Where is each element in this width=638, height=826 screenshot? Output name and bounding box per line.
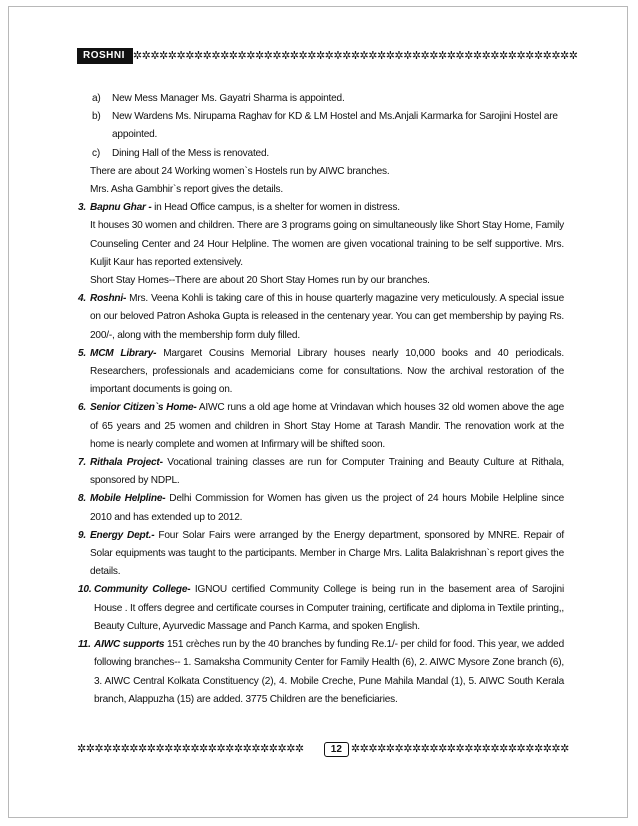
page-content	[78, 90, 564, 709]
item-text: Four Solar Fairs were arranged by the Energy department, sponsored by MNRE. Repair of Solar equipments was taught to the participants. Member in Charge Mrs. Lalita Balakrishnan`s report gives the details.	[90, 529, 564, 578]
running-header	[77, 48, 587, 64]
sub-item-text: New Mess Manager Ms. Gayatri Sharma is appointed.	[112, 93, 345, 104]
sub-item-label: c)	[92, 147, 101, 159]
item-text: Margaret Cousins Memorial Library houses nearly 10,000 books and 40 periodicals. Researchers, professionals and academicians come for consultations. Now the archival restoration of the important documents is going on.	[90, 347, 564, 396]
list-item-3	[78, 199, 564, 217]
page-footer	[77, 741, 587, 757]
page-number: 12	[324, 742, 349, 757]
item-number: 7.	[78, 457, 87, 469]
paragraph-hostels: There are about 24 Working women`s Hostels run by AIWC branches.	[90, 165, 390, 177]
sub-item-label: a)	[92, 93, 101, 104]
item-number: 8.	[78, 493, 87, 505]
list-item-10	[78, 581, 564, 636]
sub-item-text: Dining Hall of the Mess is renovated.	[112, 147, 269, 159]
list-item-4	[78, 290, 564, 345]
list-item-5	[78, 345, 564, 400]
item-text: IGNOU certified Community College is being run in the basement area of Sarojini House . It offers degree and certificate courses in Computer training, certificate and diploma in Textile printing,, Beauty Culture, Ayurvedic Massage and Panch Karma, and spoken English.	[94, 584, 564, 632]
item-text: AIWC runs a old age home at Vrindavan which houses 32 old women above the age of 65 years and 25 women and children in Short Stay Home at Tarash Mandir. The renovation work at the home is nearly complete and women at Infirmary will be shifted soon.	[90, 402, 564, 450]
sub-item-a	[92, 90, 564, 108]
item-heading: AIWC supports	[94, 639, 165, 651]
item-body	[90, 345, 564, 400]
sub-item-b	[92, 108, 564, 144]
item-text: 151 crèches run by the 40 branches by funding Re.1/- per child for food. This year, we added following branches-- 1. Samaksha Community Center for Family Health (6), 2. AIWC Mysore Zone branch (6), 3. AIWC Central Kolkata Constituency (2), 4. Mobile Creche, Pune Mahila Mandal (1), 5. AIWC South Kerala branch, Alappuzha (15) are added. 3775 Children are the beneficiaries.	[94, 639, 564, 705]
item-heading: MCM Library-	[90, 347, 157, 359]
item-heading: Senior Citizen`s Home-	[90, 402, 197, 414]
item-body	[90, 490, 564, 526]
sub-item-c	[92, 145, 564, 163]
item-heading: Community College-	[94, 584, 191, 596]
footer-ornament-right: ✲✲✲✲✲✲✲✲✲✲✲✲✲✲✲✲✲✲✲✲✲✲✲✲✲	[350, 742, 569, 755]
footer-ornament-left: ✲✲✲✲✲✲✲✲✲✲✲✲✲✲✲✲✲✲✲✲✲✲✲✲✲✲	[77, 742, 304, 755]
item-body	[94, 636, 564, 709]
item-number: 9.	[78, 529, 87, 541]
list-item-6	[78, 399, 564, 454]
item-heading: Rithala Project-	[90, 457, 163, 469]
paragraph-short-stay: Short Stay Homes--There are about 20 Short Stay Homes run by our branches.	[90, 275, 430, 287]
list-item-9	[78, 527, 564, 582]
list-item-7	[78, 454, 564, 490]
item-number: 10.	[78, 584, 92, 596]
list-item-11	[78, 636, 564, 709]
item-body	[90, 454, 564, 490]
item-heading: Energy Dept.-	[90, 529, 155, 541]
item-text: in Head Office campus, is a shelter for women in distress.	[151, 202, 400, 214]
item-number: 3.	[78, 202, 87, 214]
paragraph-bapnu-ghar: It houses 30 women and children. There are 3 programs going on simultaneously like Short Stay Home, Family Counseling Center and 24 Hour Helpline. The women are given vocational training to be self supportive. Mrs. Kuljit Kaur has reported extensively.	[90, 220, 565, 268]
item-heading: Mobile Helpline-	[90, 493, 166, 505]
item-body	[90, 527, 564, 582]
item-heading: Bapnu Ghar -	[90, 202, 152, 214]
item-body	[94, 581, 564, 636]
item-heading: Roshni-	[90, 293, 127, 305]
item-body	[90, 199, 564, 217]
item-text: Mrs. Veena Kohli is taking care of this in house quarterly magazine very meticulously. A special issue on our beloved Patron Ashoka Gupta is released in the centenary year. You can get membership by paying Rs. 200/-, along with the membership form duly filled.	[90, 293, 564, 341]
item-body	[90, 399, 564, 454]
item-number: 5.	[78, 347, 87, 359]
item-body	[90, 290, 564, 345]
header-tag: ROSHNI	[77, 48, 133, 64]
item-number: 6.	[78, 402, 87, 414]
header-ornament: ✲✲✲✲✲✲✲✲✲✲✲✲✲✲✲✲✲✲✲✲✲✲✲✲✲✲✲✲✲✲✲✲✲✲✲✲✲✲✲✲✲✲✲✲✲✲✲✲✲✲✲	[132, 49, 578, 62]
list-item-8	[78, 490, 564, 526]
sub-item-label: b)	[92, 111, 101, 123]
paragraph-report: Mrs. Asha Gambhir`s report gives the details.	[90, 184, 283, 196]
sub-item-text: New Wardens Ms. Nirupama Raghav for KD & LM Hostel and Ms.Anjali Karmarka for Sarojini Hostel are appointed.	[112, 111, 558, 141]
item-text: Vocational training classes are run for Computer Training and Beauty Culture at Rithala, sponsored by NDPL.	[90, 457, 564, 487]
item-text: Delhi Commission for Women has given us the project of 24 hours Mobile Helpline since 2010 and has extended up to 2012.	[90, 493, 564, 523]
item-number: 4.	[78, 293, 87, 305]
item-number: 11.	[78, 639, 91, 651]
